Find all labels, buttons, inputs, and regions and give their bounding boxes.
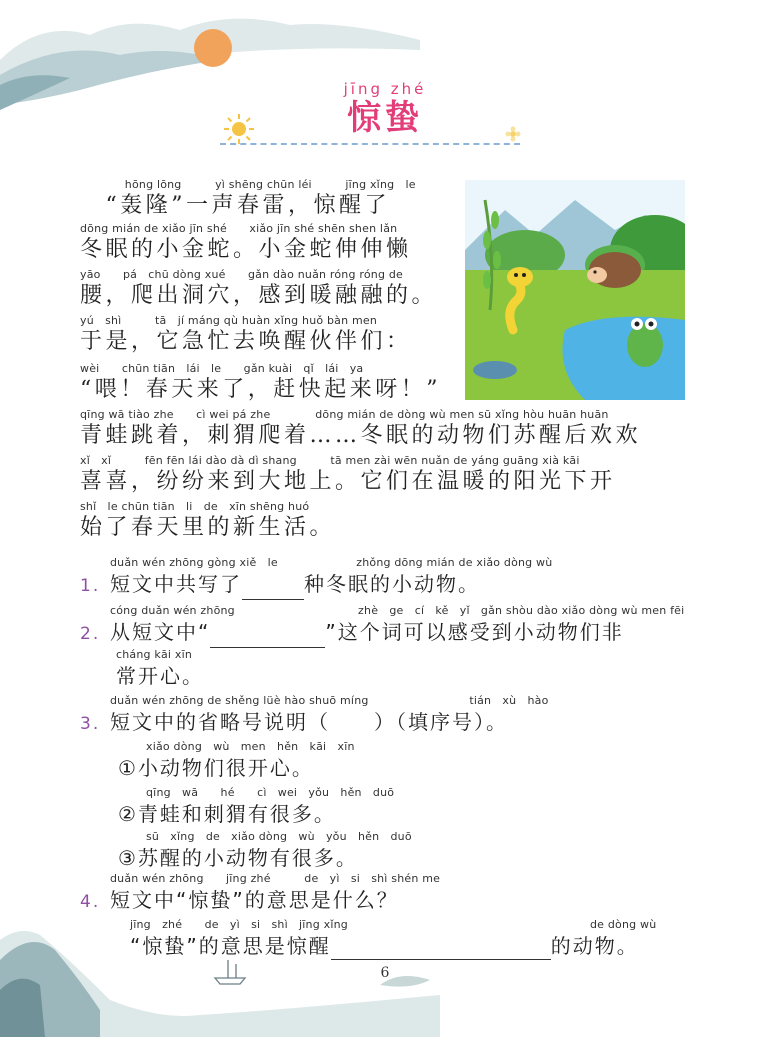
passage-line-text: 于是，它急忙去唤醒伙伴们：	[80, 329, 412, 354]
option-text: ②青蛙和刺猬有很多。	[118, 802, 336, 826]
answer-line-pinyin-after: de dòng wù	[590, 918, 657, 931]
option-text: ①小动物们很开心。	[118, 756, 314, 780]
passage-line	[80, 178, 700, 220]
passage-line	[80, 454, 700, 496]
question-2-text-after: ”这个词可以感受到小动物们非	[325, 620, 624, 644]
answer-line-pinyin: jīng zhé de yì si shì jīng xǐng	[130, 918, 348, 931]
passage-line-text: “轰隆”一声春雷，惊醒了	[80, 193, 390, 218]
passage-line	[80, 362, 700, 404]
question-3-text[interactable]: 短文中的省略号说明（ ）（填序号）。	[110, 710, 508, 734]
question-3	[80, 694, 700, 738]
question-1-text-before: 短文中共写了	[110, 572, 242, 596]
option-pinyin: sū xǐng de xiǎo dòng wù yǒu hěn duō	[146, 830, 412, 843]
question-3-pinyin: duǎn wén zhōng de shěng lüè hào shuō míng tián xù hào	[110, 694, 549, 707]
answer-line-text-before: “惊蛰”的意思是惊醒	[130, 934, 331, 958]
question-2-text-before: 从短文中“	[110, 620, 211, 644]
passage-line-text: 腰，爬出洞穴，感到暖融融的。	[80, 283, 438, 308]
passage-line-pinyin: yú shì tā jí máng qù huàn xǐng huǒ bàn men	[80, 314, 378, 327]
passage-line-text: 青蛙跳着，刺猬爬着……冬眠的动物们苏醒后欢欢	[80, 423, 642, 448]
passage-line-pinyin: shǐ le chūn tiān li de xīn shēng huó	[80, 500, 310, 513]
question-3-number: 3.	[80, 714, 101, 734]
passage-line-pinyin: dōng mián de xiǎo jīn shé xiǎo jīn shé shēn shen lǎn	[80, 222, 398, 235]
passage-line-pinyin: wèi chūn tiān lái le gǎn kuài qǐ lái ya	[80, 362, 364, 375]
boat-icon	[215, 960, 245, 984]
question-4-number: 4.	[80, 892, 101, 912]
passage-line-pinyin: xǐ xǐ fēn fēn lái dào dà dì shang tā men zài wēn nuǎn de yáng guāng xià kāi	[80, 454, 580, 467]
question-2-pinyin-line2: cháng kāi xīn	[116, 648, 193, 661]
option-item[interactable]	[118, 786, 738, 828]
sun-decoration	[194, 29, 232, 67]
question-2-number: 2.	[80, 624, 101, 644]
question-1-text-after: 种冬眠的小动物。	[304, 572, 480, 596]
question-2-text-line2: 常开心。	[116, 664, 204, 688]
passage-line	[80, 500, 700, 542]
option-item[interactable]	[118, 740, 738, 782]
question-2-pinyin: cóng duǎn wén zhōng zhè ge cí kě yǐ gǎn shòu dào xiǎo dòng wù men fēi	[110, 604, 685, 617]
passage-line-text: 喜喜，纷纷来到大地上。它们在温暖的阳光下开	[80, 469, 616, 494]
title-block	[0, 80, 770, 138]
passage-line	[80, 314, 700, 356]
passage-line	[80, 222, 700, 264]
page-number: 6	[380, 965, 390, 981]
passage-line	[80, 408, 700, 450]
passage-line-text: “喂！春天来了，赶快起来呀！”	[80, 377, 441, 402]
page-title: 惊蛰	[347, 98, 423, 138]
question-2-answer-blank[interactable]	[210, 627, 325, 648]
landscape-bottom-decoration	[0, 900, 440, 1037]
title-divider	[220, 143, 520, 145]
question-4-pinyin: duǎn wén zhōng jīng zhé de yì si shì shén me	[110, 872, 441, 885]
question-4-text: 短文中“惊蛰”的意思是什么？	[110, 888, 399, 912]
option-item[interactable]	[118, 830, 738, 872]
passage-line	[80, 268, 700, 310]
option-text: ③苏醒的小动物有很多。	[118, 846, 358, 870]
option-pinyin: xiǎo dòng wù men hěn kāi xīn	[146, 740, 355, 753]
answer-line-text-after: 的动物。	[550, 934, 639, 958]
flower-icon	[505, 126, 521, 142]
title-pinyin: jīng zhé	[343, 80, 427, 98]
option-pinyin: qīng wā hé cì wei yǒu hěn duō	[146, 786, 395, 799]
question-1	[80, 556, 700, 600]
passage-line-pinyin: yāo pá chū dòng xué gǎn dào nuǎn róng róng de	[80, 268, 403, 281]
sun-icon	[222, 112, 256, 146]
passage-line-text: 始了春天里的新生活。	[80, 515, 336, 540]
question-1-number: 1.	[80, 576, 101, 596]
passage-line-pinyin: hōng lōng yì shēng chūn léi jīng xǐng le	[80, 178, 416, 191]
passage-line-pinyin: qīng wā tiào zhe cì wei pá zhe dōng mián de dòng wù men sū xǐng hòu huān huān	[80, 408, 609, 421]
question-2	[80, 604, 700, 690]
question-1-answer-blank[interactable]	[242, 579, 304, 600]
passage-line-text: 冬眠的小金蛇。小金蛇伸伸懒	[80, 237, 412, 262]
question-1-pinyin: duǎn wén zhōng gòng xiě le zhǒng dōng mián de xiǎo dòng wù	[110, 556, 553, 569]
